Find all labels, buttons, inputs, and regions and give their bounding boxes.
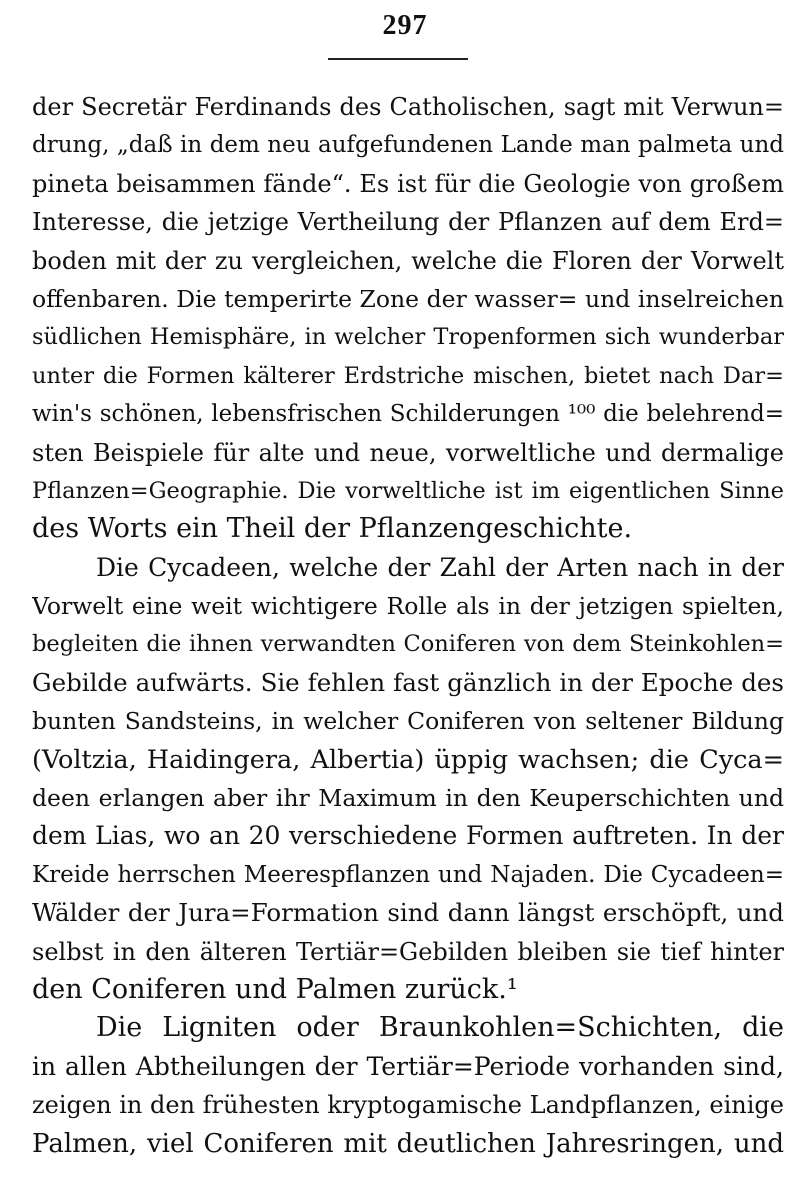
text-line: boden mit der zu vergleichen, welche die Floren der Vorwelt — [32, 246, 784, 275]
text-line: Vorwelt eine weit wichtigere Rolle als in der jetzigen spielten, — [32, 592, 784, 621]
text-line: Die Ligniten oder Braunkohlen=Schichten, die — [96, 1012, 784, 1044]
body-text — [32, 88, 784, 1163]
text-line: bunten Sandsteins, in welcher Coniferen von seltener Bildung — [32, 707, 784, 736]
text-line: selbst in den älteren Tertiär=Gebilden bleiben sie tief hinter — [32, 937, 784, 966]
text-line: Pflanzen=Geographie. Die vorweltliche ist im eigentlichen Sinne — [32, 477, 784, 504]
text-line: drung, „daß in dem neu aufgefundenen Lande man palmeta und — [32, 132, 784, 159]
text-line: Gebilde aufwärts. Sie fehlen fast gänzlich in der Epoche des — [32, 667, 784, 697]
text-line: sten Beispiele für alte und neue, vorweltliche und dermalige — [32, 438, 784, 467]
text-line: begleiten die ihnen verwandten Coniferen von dem Steinkohlen= — [32, 631, 784, 658]
header-rule — [328, 58, 468, 60]
text-line: südlichen Hemisphäre, in welcher Tropenformen sich wunderbar — [32, 324, 784, 351]
text-line: Wälder der Jura=Formation sind dann längst erschöpft, und — [32, 898, 784, 928]
text-line: Kreide herrschen Meerespflanzen und Najaden. Die Cycadeen= — [32, 861, 784, 888]
text-line: Die Cycadeen, welche der Zahl der Arten nach in der — [96, 552, 784, 582]
text-line: dem Lias, wo an 20 verschiedene Formen auftreten. In der — [32, 821, 784, 851]
text-line: zeigen in den frühesten kryptogamische Landpflanzen, einige — [32, 1091, 784, 1120]
text-line: (Voltzia, Haidingera, Albertia) üppig wachsen; die Cyca= — [32, 744, 784, 775]
text-line: offenbaren. Die temperirte Zone der wasser= und inselreichen — [32, 284, 784, 313]
text-line: des Worts ein Theil der Pflanzengeschichte. — [32, 513, 633, 545]
text-line: der Secretär Ferdinands des Catholischen, sagt mit Verwun= — [32, 93, 784, 121]
text-line: unter die Formen kälterer Erdstriche mischen, bietet nach Dar= — [32, 362, 784, 389]
text-line: deen erlangen aber ihr Maximum in den Keuperschichten und — [32, 784, 784, 813]
text-line: den Coniferen und Palmen zurück.¹ — [32, 973, 518, 1005]
text-line: pineta beisammen fände“. Es ist für die Geologie von großem — [32, 169, 784, 198]
text-line: win's schönen, lebensfrischen Schilderungen ¹⁰⁰ die belehrend= — [32, 401, 784, 428]
text-line: Palmen, viel Coniferen mit deutlichen Jahresringen, und — [32, 1128, 784, 1159]
text-line: Interesse, die jetzige Vertheilung der Pflanzen auf dem Erd= — [32, 208, 784, 237]
page-number: 297 — [382, 10, 428, 41]
text-line: in allen Abtheilungen der Tertiär=Periode vorhanden sind, — [32, 1051, 784, 1081]
